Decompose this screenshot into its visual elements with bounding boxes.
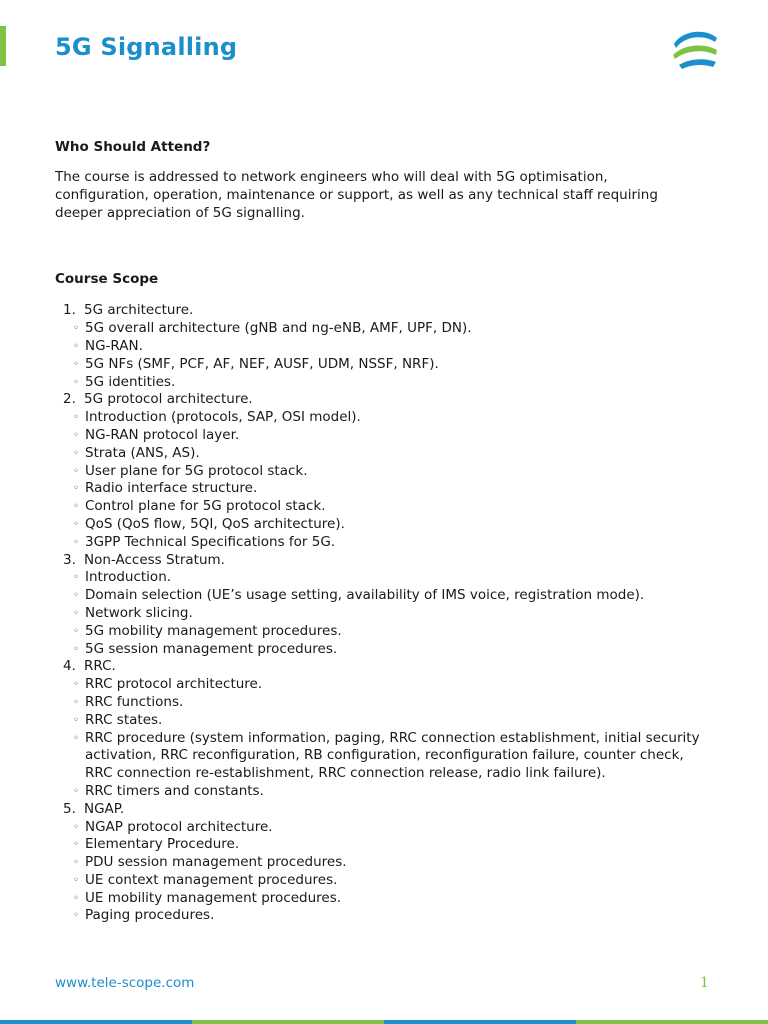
scope-sublist	[55, 676, 705, 801]
who-should-attend-heading: Who Should Attend?	[55, 139, 211, 155]
scope-subitem-label: Strata (ANS, AS).	[85, 444, 200, 461]
scope-sublist	[55, 819, 705, 926]
hollow-bullet-icon: ◦	[73, 892, 79, 904]
hollow-bullet-icon: ◦	[73, 518, 79, 530]
hollow-bullet-icon: ◦	[73, 874, 79, 886]
scope-item	[55, 801, 705, 926]
scope-subitem-label: Radio interface structure.	[85, 480, 258, 497]
scope-subitem	[55, 890, 705, 908]
scope-item-number: 4.	[63, 658, 76, 675]
scope-subitem	[55, 409, 705, 427]
scope-subitem	[55, 730, 705, 783]
scope-subitem-label: Paging procedures.	[85, 907, 215, 924]
scope-subitem-label: NGAP protocol architecture.	[85, 818, 273, 835]
page-number: 1	[700, 975, 709, 991]
hollow-bullet-icon: ◦	[73, 340, 79, 352]
scope-item	[55, 391, 705, 551]
tele-scope-logo-icon	[670, 28, 720, 76]
scope-subitem-label: Network slicing.	[85, 604, 193, 621]
scope-subitem-label: UE context management procedures.	[85, 871, 338, 888]
scope-item-label: 5G architecture.	[84, 302, 194, 319]
scope-subitem-label: User plane for 5G protocol stack.	[85, 462, 308, 479]
scope-subitem	[55, 783, 705, 801]
hollow-bullet-icon: ◦	[73, 590, 79, 602]
hollow-bullet-icon: ◦	[73, 572, 79, 584]
scope-item-label: NGAP.	[84, 800, 125, 817]
hollow-bullet-icon: ◦	[73, 785, 79, 797]
scope-item-label: 5G protocol architecture.	[84, 391, 253, 408]
hollow-bullet-icon: ◦	[73, 412, 79, 424]
scope-subitem-label: 5G overall architecture (gNB and ng-eNB, AMF, UPF, DN).	[85, 320, 472, 337]
scope-item-label: Non-Access Stratum.	[84, 551, 225, 568]
header-accent-bar	[0, 26, 6, 66]
footer-stripe	[0, 1020, 768, 1024]
scope-subitem	[55, 872, 705, 890]
scope-subitem-label: 5G NFs (SMF, PCF, AF, NEF, AUSF, UDM, NSSF, NRF).	[85, 355, 439, 372]
scope-subitem-label: 5G mobility management procedures.	[85, 622, 342, 639]
hollow-bullet-icon: ◦	[73, 376, 79, 388]
footer-website-link[interactable]: www.tele-scope.com	[55, 975, 195, 991]
scope-subitem	[55, 427, 705, 445]
scope-subitem	[55, 854, 705, 872]
hollow-bullet-icon: ◦	[73, 501, 79, 513]
scope-item-number: 5.	[63, 800, 76, 817]
scope-subitem	[55, 569, 705, 587]
scope-subitem-label: Introduction (protocols, SAP, OSI model).	[85, 409, 361, 426]
scope-item-number: 3.	[63, 551, 76, 568]
hollow-bullet-icon: ◦	[73, 821, 79, 833]
scope-subitem	[55, 320, 705, 338]
scope-subitem-label: 3GPP Technical Specifications for 5G.	[85, 533, 336, 550]
scope-subitem	[55, 676, 705, 694]
scope-subitem	[55, 445, 705, 463]
hollow-bullet-icon: ◦	[73, 857, 79, 869]
scope-subitem-label: RRC protocol architecture.	[85, 676, 263, 693]
hollow-bullet-icon: ◦	[73, 696, 79, 708]
scope-item-number: 1.	[63, 302, 76, 319]
hollow-bullet-icon: ◦	[73, 483, 79, 495]
scope-subitem-label: QoS (QoS flow, 5QI, QoS architecture).	[85, 515, 345, 532]
scope-subitem-label: Domain selection (UE’s usage setting, availability of IMS voice, registration mode).	[85, 587, 645, 604]
hollow-bullet-icon: ◦	[73, 625, 79, 637]
scope-subitem-label: RRC procedure (system information, paging, RRC connection establishment, initial security activation, RRC reconfiguration, RB configuration, reconfiguration failure, counter check, RRC connection re-establishment, RRC connection release, radio link failure).	[85, 729, 700, 782]
scope-subitem-label: RRC functions.	[85, 693, 184, 710]
course-scope-list	[55, 302, 705, 925]
scope-subitem	[55, 587, 705, 605]
scope-subitem-label: 5G session management procedures.	[85, 640, 338, 657]
hollow-bullet-icon: ◦	[73, 732, 79, 744]
scope-item-number: 2.	[63, 391, 76, 408]
scope-subitem-label: 5G identities.	[85, 373, 176, 390]
scope-subitem	[55, 694, 705, 712]
scope-item	[55, 658, 705, 800]
hollow-bullet-icon: ◦	[73, 465, 79, 477]
scope-subitem	[55, 836, 705, 854]
main-content	[55, 138, 705, 925]
scope-subitem-label: NG-RAN protocol layer.	[85, 426, 240, 443]
scope-subitem-label: NG-RAN.	[85, 337, 143, 354]
hollow-bullet-icon: ◦	[73, 607, 79, 619]
hollow-bullet-icon: ◦	[73, 323, 79, 335]
hollow-bullet-icon: ◦	[73, 643, 79, 655]
scope-subitem	[55, 641, 705, 659]
scope-subitem	[55, 356, 705, 374]
course-scope-heading: Course Scope	[55, 271, 159, 288]
scope-subitem	[55, 480, 705, 498]
footer-stripe-segment	[0, 1020, 192, 1024]
footer-stripe-segment	[192, 1020, 384, 1024]
scope-subitem-label: UE mobility management procedures.	[85, 889, 342, 906]
footer-stripe-segment	[576, 1020, 768, 1024]
scope-subitem-label: PDU session management procedures.	[85, 854, 347, 871]
page-title: 5G Signalling	[55, 33, 238, 61]
hollow-bullet-icon: ◦	[73, 679, 79, 691]
hollow-bullet-icon: ◦	[73, 910, 79, 922]
scope-subitem	[55, 907, 705, 925]
scope-subitem	[55, 463, 705, 481]
scope-subitem-label: Elementary Procedure.	[85, 836, 240, 853]
hollow-bullet-icon: ◦	[73, 714, 79, 726]
scope-subitem	[55, 338, 705, 356]
scope-subitem	[55, 623, 705, 641]
scope-subitem-label: RRC states.	[85, 711, 163, 728]
scope-subitem-label: Control plane for 5G protocol stack.	[85, 498, 326, 515]
who-should-attend-paragraph: The course is addressed to network engineers who will deal with 5G optimisation, configuration, operation, maintenance or support, as well as any technical staff requiring deeper appreciation of 5G signalling.	[55, 169, 658, 221]
scope-subitem-label: Introduction.	[85, 569, 172, 586]
scope-item	[55, 552, 705, 659]
hollow-bullet-icon: ◦	[73, 839, 79, 851]
hollow-bullet-icon: ◦	[73, 536, 79, 548]
scope-item-label: RRC.	[84, 658, 116, 675]
scope-subitem	[55, 819, 705, 837]
scope-subitem	[55, 498, 705, 516]
scope-subitem-label: RRC timers and constants.	[85, 782, 264, 799]
scope-subitem	[55, 534, 705, 552]
scope-sublist	[55, 569, 705, 658]
footer-stripe-segment	[384, 1020, 576, 1024]
scope-sublist	[55, 320, 705, 391]
scope-sublist	[55, 409, 705, 551]
hollow-bullet-icon: ◦	[73, 429, 79, 441]
scope-subitem	[55, 605, 705, 623]
scope-item	[55, 302, 705, 391]
hollow-bullet-icon: ◦	[73, 358, 79, 370]
scope-subitem	[55, 374, 705, 392]
scope-subitem	[55, 516, 705, 534]
hollow-bullet-icon: ◦	[73, 447, 79, 459]
scope-subitem	[55, 712, 705, 730]
